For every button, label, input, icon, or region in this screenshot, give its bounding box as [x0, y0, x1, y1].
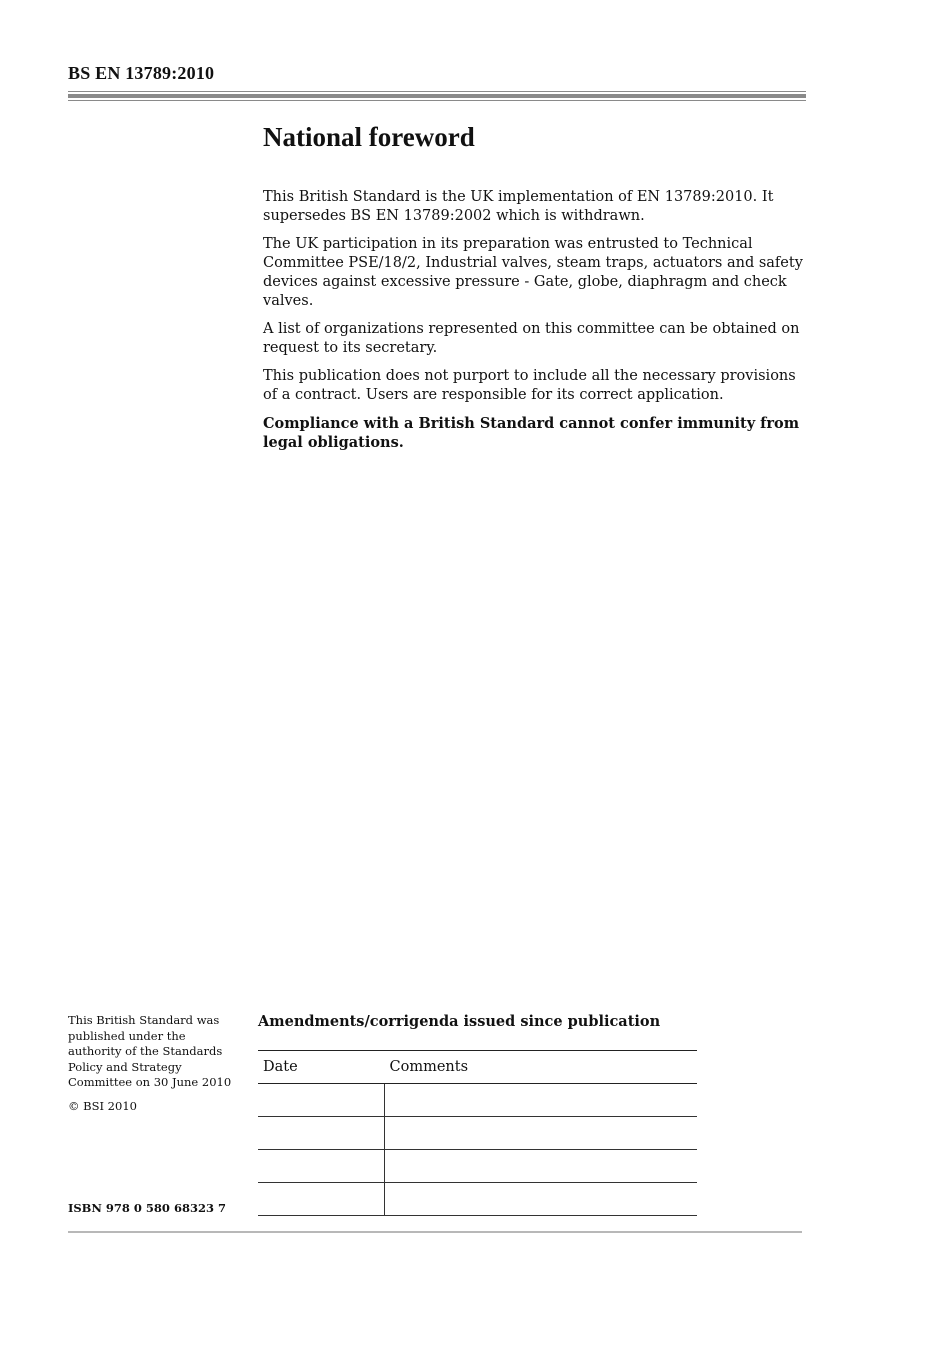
table-header-row [258, 1051, 697, 1084]
table-row [258, 1183, 697, 1216]
legal-notice: Compliance with a British Standard cannot confer immunity from legal obligations. [263, 415, 800, 451]
column-header-comments: Comments [385, 1051, 698, 1084]
document-code: BS EN 13789:2010 [68, 63, 215, 83]
table-row [258, 1150, 697, 1183]
table-cell-date [258, 1183, 385, 1216]
header-rule-thick [68, 94, 806, 98]
table-cell-comments [385, 1084, 698, 1117]
table-cell-date [258, 1150, 385, 1183]
page-title: National foreword [263, 122, 475, 152]
table-cell-comments [385, 1150, 698, 1183]
amendments-table [258, 1050, 697, 1216]
foreword-paragraph: The UK participation in its preparation was entrusted to Technical Committee PSE/18/2, Industrial valves, steam traps, actuators and safety devices against excessive pressure - Gate, globe, diaphragm and check valves. [263, 236, 803, 309]
table-row [258, 1117, 697, 1150]
amendments-title: Amendments/corrigenda issued since publication [258, 1013, 661, 1030]
header-rule-top [68, 91, 806, 92]
header-rule-bottom [68, 100, 806, 101]
foreword-paragraph: This publication does not purport to include all the necessary provisions of a contract. Users are responsible for its correct application. [263, 368, 796, 403]
table-cell-date [258, 1117, 385, 1150]
foreword-paragraph: A list of organizations represented on this committee can be obtained on request to its secretary. [263, 321, 800, 356]
table-cell-comments [385, 1183, 698, 1216]
copyright-notice: © BSI 2010 [68, 1098, 137, 1113]
publication-sidebar [68, 1013, 233, 1122]
column-header-date: Date [258, 1051, 385, 1084]
table-row [258, 1084, 697, 1117]
footer-rule [68, 1231, 802, 1233]
foreword-body [263, 188, 803, 461]
isbn: ISBN 978 0 580 68323 7 [68, 1201, 226, 1215]
foreword-paragraph: This British Standard is the UK implementation of EN 13789:2010. It supersedes BS EN 13789:2002 which is withdrawn. [263, 189, 774, 224]
table-cell-comments [385, 1117, 698, 1150]
publication-note: This British Standard was published under the authority of the Standards Policy and Strategy Committee on 30 June 2010 [68, 1013, 232, 1089]
table-cell-date [258, 1084, 385, 1117]
